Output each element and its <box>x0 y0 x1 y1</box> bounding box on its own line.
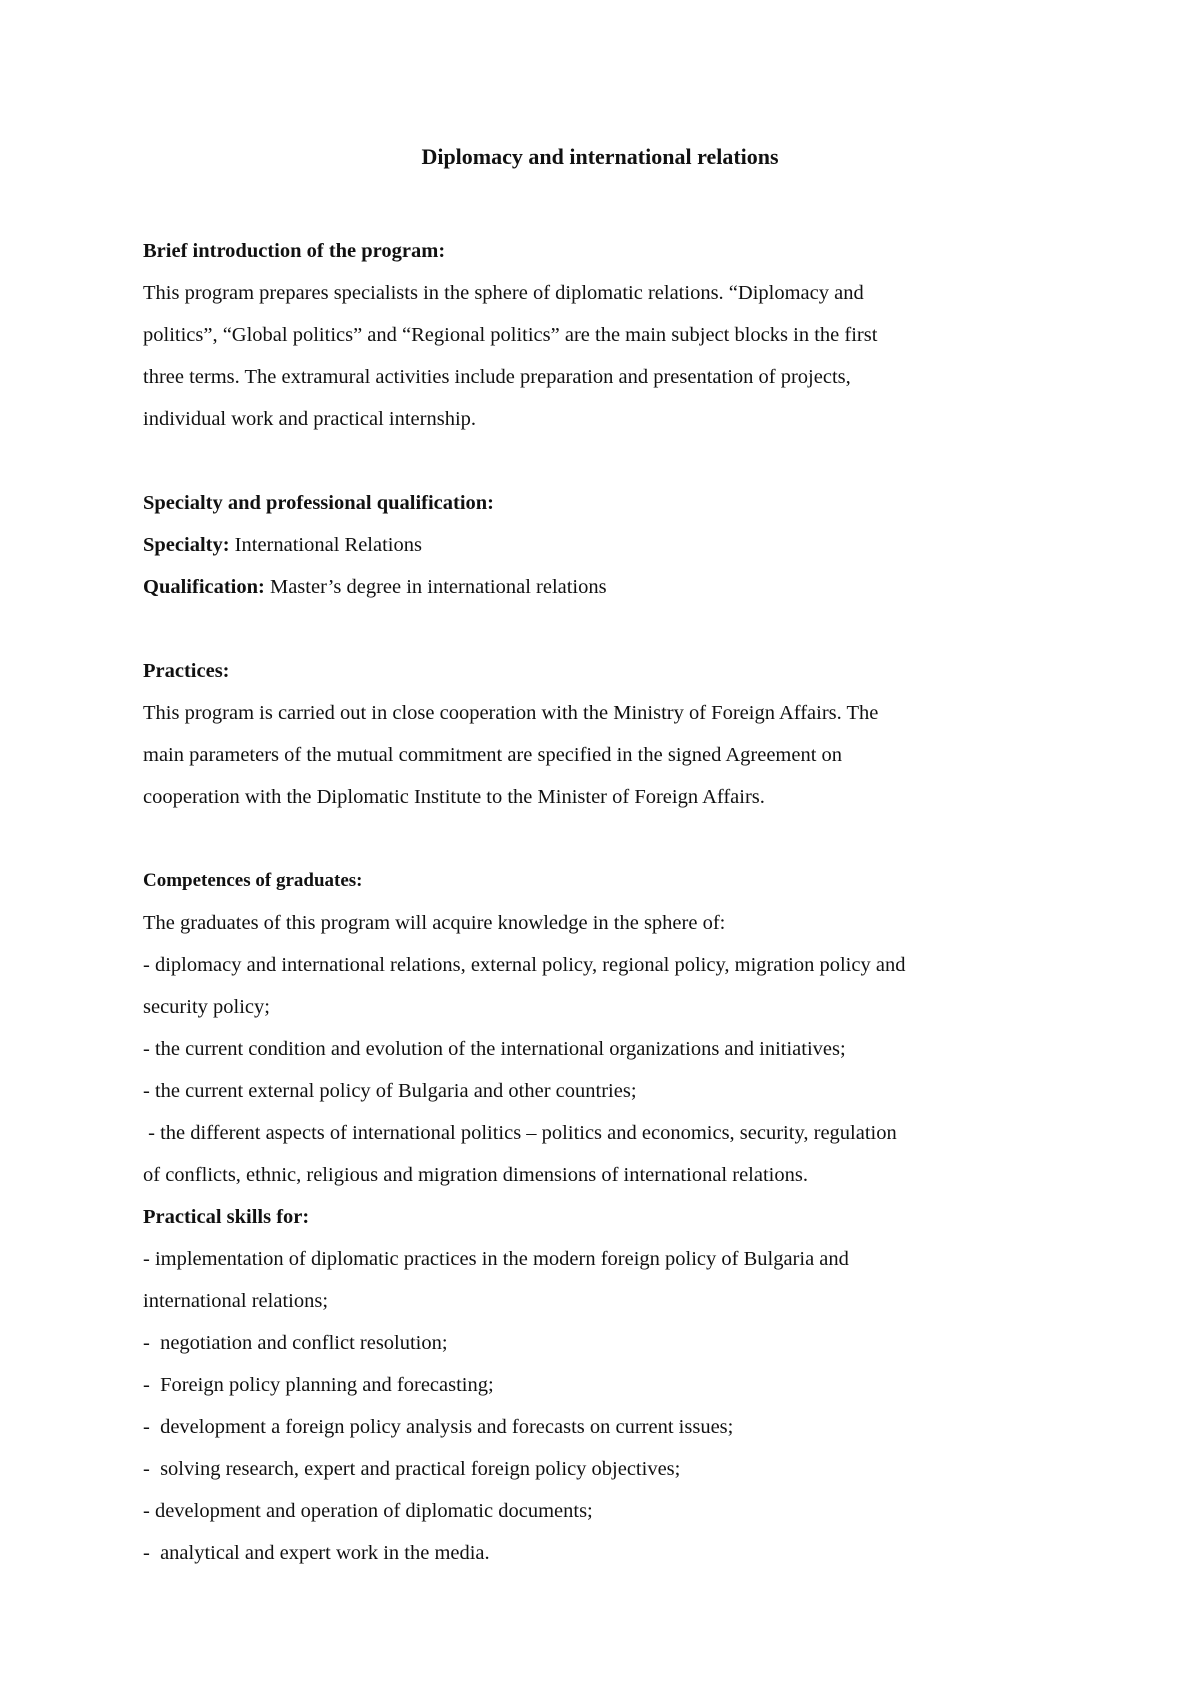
intro-heading: Brief introduction of the program: <box>143 240 446 262</box>
competences-line: - diplomacy and international relations, external policy, regional policy, migration policy and <box>143 954 906 976</box>
practices-line: This program is carried out in close cooperation with the Ministry of Foreign Affairs. The <box>143 702 879 724</box>
qualification-value: Master’s degree in international relations <box>264 576 607 598</box>
document-body <box>143 230 1073 1574</box>
competences-line: - the different aspects of international politics – politics and economics, security, regulation <box>143 1122 897 1144</box>
skills-line: - development and operation of diplomatic documents; <box>143 1500 593 1522</box>
spacer <box>143 818 1073 860</box>
spacer <box>143 608 1073 650</box>
specialty-line <box>143 524 1073 566</box>
skills-line: - negotiation and conflict resolution; <box>143 1332 448 1354</box>
skills-line: international relations; <box>143 1290 329 1312</box>
specialty-label: Specialty: <box>143 534 230 556</box>
skills-line: - implementation of diplomatic practices in the modern foreign policy of Bulgaria and <box>143 1248 849 1270</box>
practices-line: cooperation with the Diplomatic Institute to the Minister of Foreign Affairs. <box>143 786 765 808</box>
document-title: Diplomacy and international relations <box>421 144 779 169</box>
skills-line: - development a foreign policy analysis and forecasts on current issues; <box>143 1416 734 1438</box>
competences-line: The graduates of this program will acquire knowledge in the sphere of: <box>143 912 726 934</box>
intro-line: This program prepares specialists in the sphere of diplomatic relations. “Diplomacy and <box>143 282 864 304</box>
skills-heading: Practical skills for: <box>143 1206 310 1228</box>
intro-line: politics”, “Global politics” and “Regional politics” are the main subject blocks in the first <box>143 324 878 346</box>
qualification-line <box>143 566 1073 608</box>
skills-line: - analytical and expert work in the media. <box>143 1542 490 1564</box>
skills-line: - Foreign policy planning and forecasting; <box>143 1374 494 1396</box>
specialty-heading: Specialty and professional qualification: <box>143 492 495 514</box>
intro-line: three terms. The extramural activities include preparation and presentation of projects, <box>143 366 851 388</box>
spacer <box>143 440 1073 482</box>
qualification-label: Qualification: <box>143 576 265 598</box>
skills-line: - solving research, expert and practical foreign policy objectives; <box>143 1458 681 1480</box>
practices-heading: Practices: <box>143 660 230 682</box>
competences-line: security policy; <box>143 996 270 1018</box>
competences-line: of conflicts, ethnic, religious and migration dimensions of international relations. <box>143 1164 808 1186</box>
practices-line: main parameters of the mutual commitment are specified in the signed Agreement on <box>143 744 843 766</box>
intro-line: individual work and practical internship. <box>143 408 477 430</box>
specialty-value: International Relations <box>229 534 422 556</box>
competences-line: - the current external policy of Bulgaria and other countries; <box>143 1080 637 1102</box>
competences-line: - the current condition and evolution of the international organizations and initiatives; <box>143 1038 846 1060</box>
competences-heading: Competences of graduates: <box>143 870 363 891</box>
